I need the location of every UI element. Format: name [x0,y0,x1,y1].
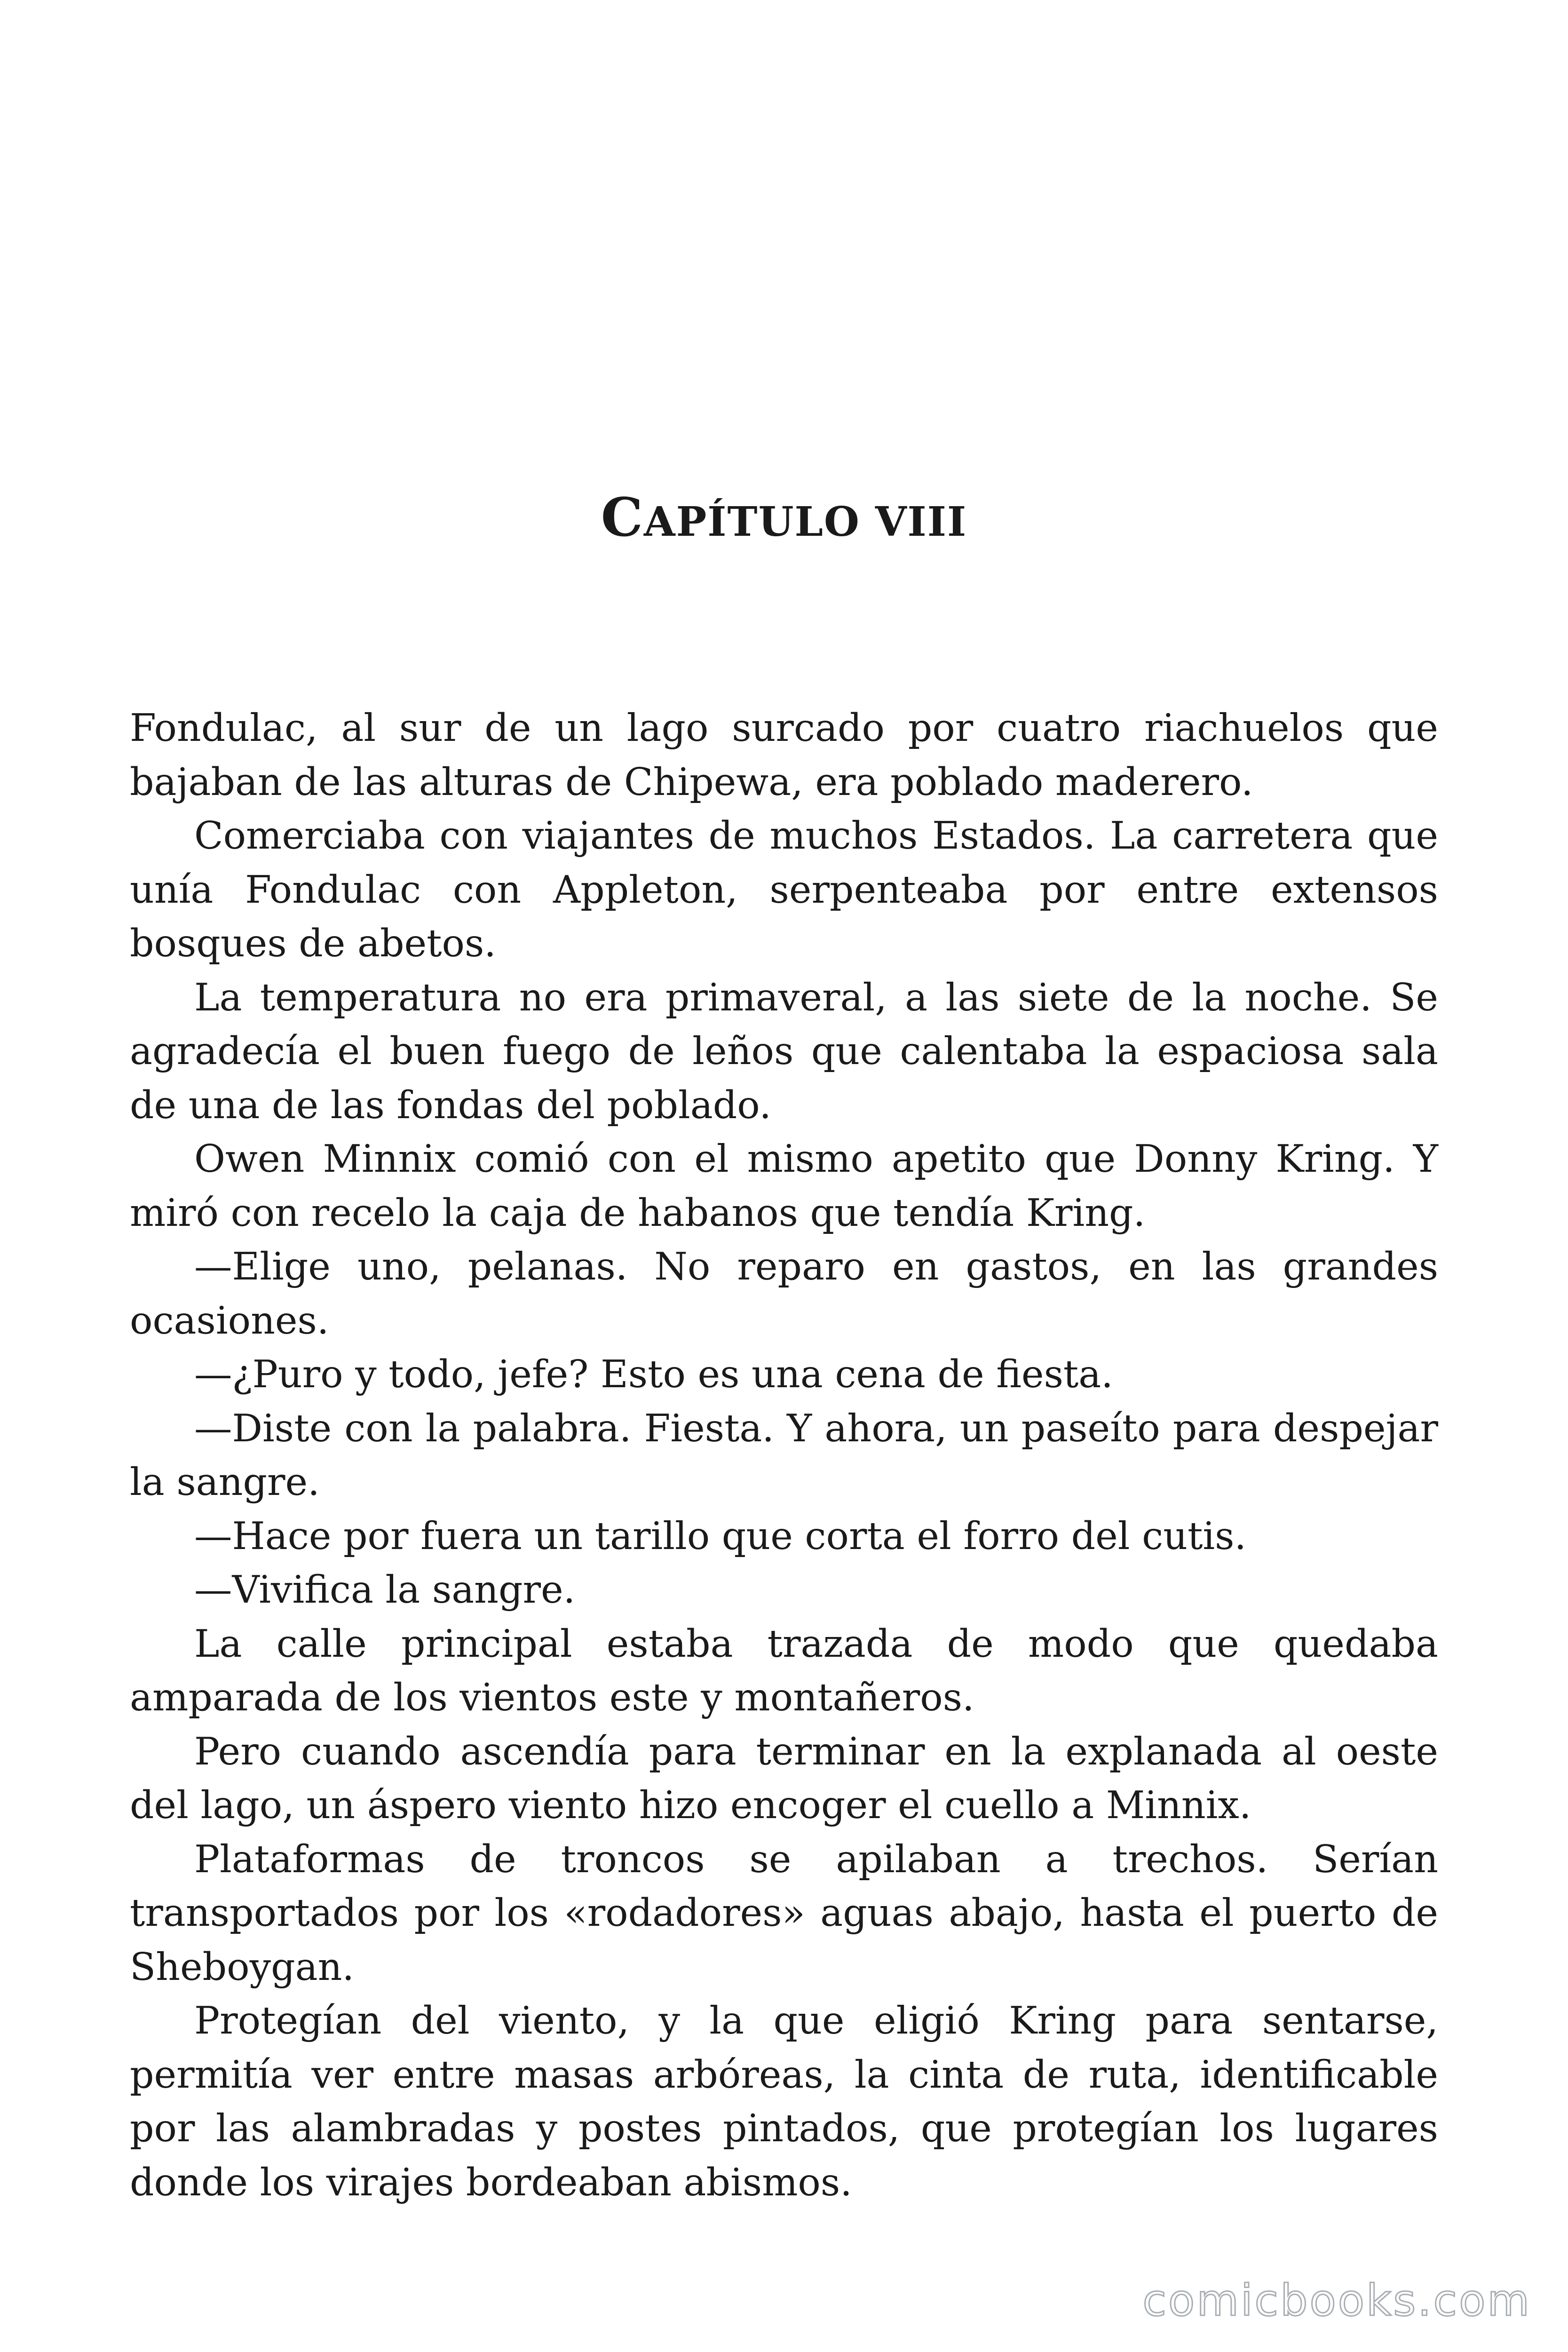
paragraph: La temperatura no era primaveral, a las siete de la noche. Se agradecía el buen fuego de leños que calentaba la espaciosa sala de una de las fondas del poblado. [130,975,1438,1127]
paragraph: Plataformas de troncos se apilaban a trechos. Serían transportados por los «rodadores» aguas abajo, hasta el puerto de Sheboygan. [130,1836,1438,1989]
paragraph: —Diste con la palabra. Fiesta. Y ahora, un paseíto para despejar la sangre. [130,1406,1438,1504]
chapter-title-rest: APÍTULO VIII [643,498,967,546]
paragraph: —Hace por fuera un tarillo que corta el forro del cutis. [194,1513,1247,1558]
chapter-body [130,701,1438,2209]
paragraph: —¿Puro y todo, jefe? Esto es una cena de fiesta. [194,1352,1113,1396]
paragraph: —Vivifica la sangre. [194,1567,576,1612]
paragraph: Fondulac, al sur de un lago surcado por cuatro riachuelos que bajaban de las alturas de Chipewa, era poblado maderero. [130,706,1438,804]
chapter-title [0,487,1568,548]
paragraph: Protegían del viento, y la que eligió Kring para sentarse, permitía ver entre masas arbóreas, la cinta de ruta, identificable por las alambradas y postes pintados, que protegían los lugares donde los virajes bordeaban abismos. [130,1998,1438,2204]
watermark: comicbooks.com [1142,2275,1531,2326]
paragraph: Pero cuando ascendía para terminar en la explanada al oeste del lago, un áspero viento hizo encoger el cuello a Minnix. [130,1729,1438,1827]
paragraph: —Elige uno, pelanas. No reparo en gastos, en las grandes ocasiones. [130,1244,1438,1343]
paragraph: Comerciaba con viajantes de muchos Estados. La carretera que unía Fondulac con Appleton, serpenteaba por entre extensos bosques de abetos. [130,813,1438,965]
paragraph: Owen Minnix comió con el mismo apetito que Donny Kring. Y miró con recelo la caja de habanos que tendía Kring. [130,1136,1438,1235]
paragraph: La calle principal estaba trazada de modo que quedaba amparada de los vientos este y montañeros. [130,1621,1438,1719]
chapter-title-initial: C [601,487,644,549]
